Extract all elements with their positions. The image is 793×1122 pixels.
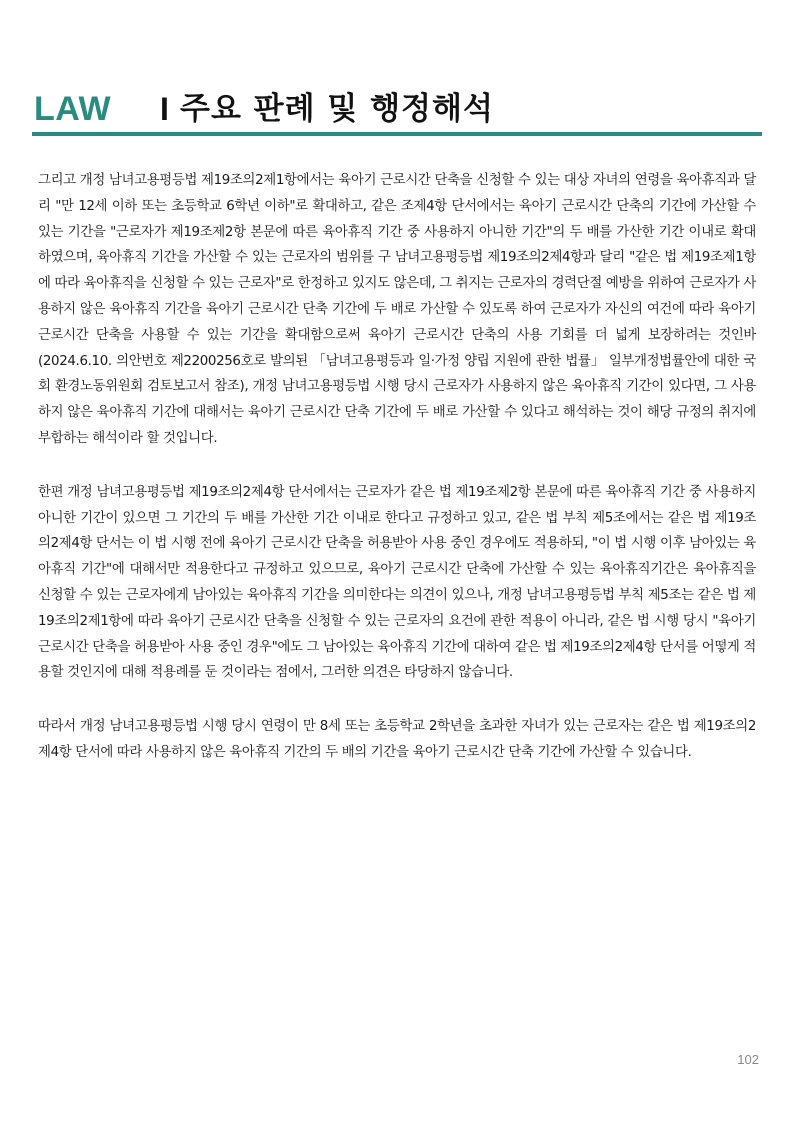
section-label: LAW <box>34 90 112 128</box>
header-separator: I <box>160 91 169 127</box>
paragraph-1: 그리고 개정 남녀고용평등법 제19조의2제1항에서는 육아기 근로시간 단축을 신청할 수 있는 대상 자녀의 연령을 육아휴직과 달리 "만 12세 이하 또는 초등학교 6학년 이하"로 확대하고, 같은 조제4항 단서에서는 육아기 근로시간 단축의 기간에 가산할 수 있는 기간을 "근로자가 제19조제2항 본문에 따른 육아휴직 기간 중 사용하지 아니한 기간"의 두 배를 가산한 기간 이내로 확대하였으며, 육아휴직 기간을 가산할 수 있는 근로자의 범위를 구 남녀고용평등법 제19조의2제4항과 달리 "같은 법 제19조제1항에 따라 육아휴직을 신청할 수 있는 근로자"로 한정하고 있지도 않은데, 그 취지는 근로자의 경력단절 예방을 위하여 근로자가 사용하지 않은 육아휴직 기간을 육아기 근로시간 단축 기간에 두 배로 가산할 수 있도록 하여 근로자가 자신의 여건에 따라 육아기 근로시간 단축을 사용할 수 있는 기간을 확대함으로써 육아기 근로시간 단축의 사용 기회를 더 넓게 보장하려는 것인바(2024.6.10. 의안번호 제2200256호로 발의된 「남녀고용평등과 일·가정 양립 지원에 관한 법률」 일부개정법률안에 대한 국회 환경노동위원회 검토보고서 참조), 개정 남녀고용평등법 시행 당시 근로자가 사용하지 않은 육아휴직 기간이 있다면, 그 사용하지 않은 육아휴직 기간에 대해서는 육아기 근로시간 단축 기간에 두 배로 가산할 수 있다고 해석하는 것이 해당 규정의 취지에 부합하는 해석이라 할 것입니다. <box>38 173 756 446</box>
page-title: 주요 판례 및 행정해석 <box>180 91 494 127</box>
paragraph-2: 한편 개정 남녀고용평등법 제19조의2제4항 단서에서는 근로자가 같은 법 제19조제2항 본문에 따른 육아휴직 기간 중 사용하지 아니한 기간이 있으면 그 기간의 두 배를 가산한 기간 이내로 한다고 규정하고 있고, 같은 법 부칙 제5조에서는 같은 법 제19조의2제4항 단서는 이 법 시행 전에 육아기 근로시간 단축을 허용받아 사용 중인 경우에도 적용하되, "이 법 시행 이후 남아있는 육아휴직 기간"에 대해서만 적용한다고 규정하고 있으므로, 육아기 근로시간 단축에 가산할 수 있는 육아휴직기간은 육아휴직을 신청할 수 있는 근로자에게 남아있는 육아휴직 기간을 의미한다는 의견이 있으나, 개정 남녀고용평등법 부칙 제5조는 같은 법 제19조의2제1항에 따라 육아기 근로시간 단축을 신청할 수 있는 근로자의 요건에 관한 적용이 아니라, 같은 법 시행 당시 "육아기 근로시간 단축을 허용받아 사용 중인 경우"에도 그 남아있는 육아휴직 기간에 대하여 같은 법 제19조의2제4항 단서를 어떻게 적용할 것인지에 대해 적용례를 둔 것이라는 점에서, 그러한 의견은 타당하지 않습니다. <box>38 484 756 681</box>
paragraph-3: 따라서 개정 남녀고용평등법 시행 당시 연령이 만 8세 또는 초등학교 2학년을 초과한 자녀가 있는 근로자는 같은 법 제19조의2제4항 단서에 따라 사용하지 않은 육아휴직 기간의 두 배의 기간을 육아기 근로시간 단축 기간에 가산할 수 있습니다. <box>38 719 756 760</box>
document-body <box>38 168 756 794</box>
page-number: 102 <box>737 1052 759 1067</box>
page-header <box>32 86 762 136</box>
